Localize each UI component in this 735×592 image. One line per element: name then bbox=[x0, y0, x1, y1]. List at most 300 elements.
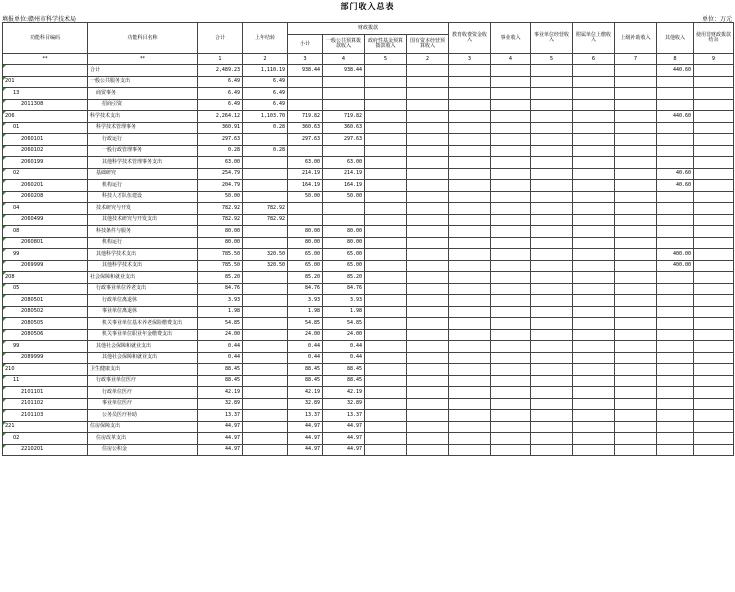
row-value bbox=[531, 145, 573, 157]
row-value bbox=[407, 76, 449, 88]
index-cell: 3 bbox=[449, 54, 491, 65]
row-value bbox=[573, 214, 615, 226]
row-value bbox=[573, 180, 615, 192]
row-value: 85.20 bbox=[323, 272, 365, 284]
page-title: 部门收入总表 bbox=[340, 2, 395, 11]
row-value bbox=[694, 433, 734, 445]
row-value: 3.93 bbox=[323, 295, 365, 307]
row-value bbox=[573, 444, 615, 456]
row-value bbox=[657, 433, 694, 445]
row-value: 42.19 bbox=[198, 387, 243, 399]
row-value bbox=[615, 191, 657, 203]
index-row bbox=[3, 54, 734, 65]
table-row bbox=[3, 88, 734, 100]
row-value bbox=[491, 295, 531, 307]
row-name: 行政单位医疗 bbox=[88, 387, 198, 399]
row-name: 行政事业单位养老支出 bbox=[88, 283, 198, 295]
header-fiscal-general: 一般公共预算拨款收入 bbox=[323, 35, 365, 54]
row-value bbox=[657, 387, 694, 399]
row-value: 88.45 bbox=[323, 375, 365, 387]
row-value bbox=[449, 134, 491, 146]
header-subsidy: 附属单位上缴收入 bbox=[573, 23, 615, 54]
table-row bbox=[3, 352, 734, 364]
row-value bbox=[365, 260, 407, 272]
row-value: 80.00 bbox=[288, 237, 323, 249]
row-value: 88.45 bbox=[288, 375, 323, 387]
header-name: 功能科目名称 bbox=[88, 23, 198, 54]
row-value bbox=[449, 364, 491, 376]
row-value bbox=[365, 249, 407, 261]
row-value bbox=[657, 364, 694, 376]
row-value bbox=[694, 88, 734, 100]
row-value bbox=[365, 341, 407, 353]
row-value bbox=[407, 352, 449, 364]
row-value bbox=[573, 398, 615, 410]
row-value bbox=[243, 410, 288, 422]
table-row bbox=[3, 203, 734, 215]
row-value bbox=[365, 191, 407, 203]
row-value bbox=[694, 341, 734, 353]
row-value bbox=[615, 433, 657, 445]
row-code: 206 bbox=[3, 111, 88, 123]
row-value: 782.92 bbox=[243, 203, 288, 215]
row-value bbox=[531, 134, 573, 146]
row-value bbox=[407, 433, 449, 445]
row-value bbox=[288, 203, 323, 215]
row-value bbox=[531, 180, 573, 192]
row-value bbox=[531, 76, 573, 88]
row-value bbox=[449, 306, 491, 318]
row-code: 201 bbox=[3, 76, 88, 88]
row-value bbox=[243, 318, 288, 330]
row-name: 基础研究 bbox=[88, 168, 198, 180]
row-value bbox=[573, 122, 615, 134]
row-value bbox=[573, 88, 615, 100]
row-value bbox=[407, 111, 449, 123]
row-value: 214.19 bbox=[323, 168, 365, 180]
row-value bbox=[243, 191, 288, 203]
row-value bbox=[449, 410, 491, 422]
table-row bbox=[3, 341, 734, 353]
table-row bbox=[3, 191, 734, 203]
row-value bbox=[407, 421, 449, 433]
row-value bbox=[407, 99, 449, 111]
row-value bbox=[694, 214, 734, 226]
row-value: 2,489.23 bbox=[198, 65, 243, 77]
row-value bbox=[243, 295, 288, 307]
row-value bbox=[491, 444, 531, 456]
row-value bbox=[407, 122, 449, 134]
row-value bbox=[407, 157, 449, 169]
row-value bbox=[365, 145, 407, 157]
row-value bbox=[573, 375, 615, 387]
row-value: 440.60 bbox=[657, 111, 694, 123]
row-value bbox=[449, 249, 491, 261]
row-code: 2080506 bbox=[3, 329, 88, 341]
row-value bbox=[449, 237, 491, 249]
row-code: 2101102 bbox=[3, 398, 88, 410]
row-value bbox=[573, 387, 615, 399]
table-row bbox=[3, 111, 734, 123]
row-value bbox=[657, 122, 694, 134]
row-value bbox=[449, 122, 491, 134]
row-value bbox=[657, 283, 694, 295]
row-value: 44.97 bbox=[198, 444, 243, 456]
row-value bbox=[531, 111, 573, 123]
row-value bbox=[573, 260, 615, 272]
row-value bbox=[573, 249, 615, 261]
row-value bbox=[365, 214, 407, 226]
row-value bbox=[531, 191, 573, 203]
row-value bbox=[491, 122, 531, 134]
row-value bbox=[531, 157, 573, 169]
row-code: 04 bbox=[3, 203, 88, 215]
row-value bbox=[615, 444, 657, 456]
row-value bbox=[491, 203, 531, 215]
row-value bbox=[491, 88, 531, 100]
row-value bbox=[449, 433, 491, 445]
row-name: 机构运行 bbox=[88, 237, 198, 249]
row-value: 320.50 bbox=[243, 260, 288, 272]
row-value bbox=[243, 421, 288, 433]
table-row bbox=[3, 387, 734, 399]
row-value bbox=[491, 341, 531, 353]
row-value bbox=[615, 99, 657, 111]
row-value: 6.49 bbox=[243, 76, 288, 88]
row-value bbox=[491, 364, 531, 376]
table-row bbox=[3, 421, 734, 433]
row-value bbox=[657, 306, 694, 318]
row-name: 行政运行 bbox=[88, 134, 198, 146]
row-value bbox=[615, 421, 657, 433]
row-value bbox=[694, 318, 734, 330]
row-value bbox=[615, 318, 657, 330]
row-value bbox=[365, 76, 407, 88]
row-value bbox=[323, 203, 365, 215]
row-value bbox=[407, 191, 449, 203]
row-value bbox=[657, 272, 694, 284]
index-cell: 6 bbox=[573, 54, 615, 65]
row-value: 0.44 bbox=[198, 352, 243, 364]
row-value: 782.92 bbox=[198, 203, 243, 215]
row-value bbox=[573, 237, 615, 249]
row-value: 938.44 bbox=[323, 65, 365, 77]
row-value bbox=[694, 134, 734, 146]
row-value: 6.49 bbox=[198, 88, 243, 100]
row-value bbox=[491, 226, 531, 238]
row-name: 其他技术研究与开发支出 bbox=[88, 214, 198, 226]
row-value bbox=[449, 260, 491, 272]
header-fiscal-group: 财政拨款 bbox=[288, 23, 449, 35]
row-value bbox=[288, 76, 323, 88]
row-value: 63.00 bbox=[288, 157, 323, 169]
row-value bbox=[407, 387, 449, 399]
row-value: 80.00 bbox=[198, 237, 243, 249]
row-value bbox=[365, 237, 407, 249]
row-value bbox=[615, 180, 657, 192]
row-value bbox=[531, 283, 573, 295]
row-value bbox=[615, 329, 657, 341]
row-value bbox=[243, 157, 288, 169]
index-cell: ** bbox=[3, 54, 88, 65]
row-value bbox=[531, 364, 573, 376]
income-table bbox=[2, 22, 734, 456]
row-value bbox=[365, 226, 407, 238]
row-value bbox=[694, 76, 734, 88]
row-value bbox=[407, 180, 449, 192]
row-value bbox=[531, 203, 573, 215]
row-name: 社会保障和就业支出 bbox=[88, 272, 198, 284]
row-value bbox=[694, 260, 734, 272]
row-value bbox=[491, 191, 531, 203]
row-code: 2101103 bbox=[3, 410, 88, 422]
table-row bbox=[3, 306, 734, 318]
row-value: 1.98 bbox=[323, 306, 365, 318]
row-value bbox=[657, 295, 694, 307]
row-name: 合计 bbox=[88, 65, 198, 77]
row-value: 360.63 bbox=[288, 122, 323, 134]
row-value bbox=[491, 111, 531, 123]
row-value bbox=[323, 145, 365, 157]
row-value bbox=[531, 272, 573, 284]
row-value bbox=[407, 283, 449, 295]
row-value bbox=[657, 99, 694, 111]
row-value bbox=[694, 203, 734, 215]
row-value bbox=[573, 283, 615, 295]
row-name: 一般公共服务支出 bbox=[88, 76, 198, 88]
header-nonfiscal: 使用非财政拨款结余 bbox=[694, 23, 734, 54]
row-value bbox=[531, 122, 573, 134]
row-value bbox=[531, 375, 573, 387]
row-value bbox=[694, 249, 734, 261]
row-value bbox=[243, 226, 288, 238]
row-value bbox=[573, 191, 615, 203]
row-value bbox=[407, 88, 449, 100]
row-value: 54.85 bbox=[198, 318, 243, 330]
row-value bbox=[615, 375, 657, 387]
row-code: 2060208 bbox=[3, 191, 88, 203]
row-value bbox=[407, 260, 449, 272]
row-value bbox=[365, 99, 407, 111]
row-value bbox=[449, 180, 491, 192]
table-row bbox=[3, 329, 734, 341]
row-value bbox=[491, 134, 531, 146]
row-value bbox=[694, 283, 734, 295]
row-value bbox=[531, 387, 573, 399]
row-value bbox=[449, 283, 491, 295]
row-value bbox=[449, 76, 491, 88]
row-code: 2080502 bbox=[3, 306, 88, 318]
row-value: 1,103.70 bbox=[243, 111, 288, 123]
reporting-unit: 填报单位:赣州市科学技术局 bbox=[2, 16, 77, 23]
row-value bbox=[491, 387, 531, 399]
row-value bbox=[531, 410, 573, 422]
row-value: 400.00 bbox=[657, 249, 694, 261]
row-value: 0.44 bbox=[323, 341, 365, 353]
row-value bbox=[243, 237, 288, 249]
row-value bbox=[615, 295, 657, 307]
row-value bbox=[449, 145, 491, 157]
row-value: 0.44 bbox=[323, 352, 365, 364]
row-value bbox=[531, 444, 573, 456]
row-value bbox=[491, 421, 531, 433]
row-code: 2089999 bbox=[3, 352, 88, 364]
row-value bbox=[243, 352, 288, 364]
header-fiscal-capital: 国有资本经营预算收入 bbox=[407, 35, 449, 54]
row-code: 210 bbox=[3, 364, 88, 376]
row-value: 32.89 bbox=[288, 398, 323, 410]
row-value bbox=[531, 214, 573, 226]
header-fiscal-subtotal: 小计 bbox=[288, 35, 323, 54]
row-value: 6.49 bbox=[243, 99, 288, 111]
row-value bbox=[694, 444, 734, 456]
row-value bbox=[449, 203, 491, 215]
row-value bbox=[615, 398, 657, 410]
header-business: 事业收入 bbox=[491, 23, 531, 54]
row-value bbox=[531, 237, 573, 249]
row-code: 99 bbox=[3, 249, 88, 261]
row-code: 2060199 bbox=[3, 157, 88, 169]
row-code: 2060102 bbox=[3, 145, 88, 157]
row-name: 科技人才队伍建设 bbox=[88, 191, 198, 203]
row-value bbox=[573, 306, 615, 318]
table-row bbox=[3, 134, 734, 146]
row-value: 0.44 bbox=[288, 341, 323, 353]
row-value: 65.00 bbox=[323, 249, 365, 261]
row-value bbox=[573, 134, 615, 146]
row-value: 32.89 bbox=[198, 398, 243, 410]
row-value bbox=[243, 283, 288, 295]
row-code: 05 bbox=[3, 283, 88, 295]
row-value bbox=[407, 364, 449, 376]
row-value bbox=[449, 398, 491, 410]
row-value bbox=[407, 134, 449, 146]
header-total: 合计 bbox=[198, 23, 243, 54]
table-row bbox=[3, 157, 734, 169]
row-value bbox=[573, 145, 615, 157]
row-name: 住房保障支出 bbox=[88, 421, 198, 433]
row-code: 2060101 bbox=[3, 134, 88, 146]
row-value bbox=[407, 410, 449, 422]
row-value bbox=[573, 76, 615, 88]
row-value bbox=[243, 364, 288, 376]
row-value: 40.60 bbox=[657, 180, 694, 192]
row-value bbox=[657, 421, 694, 433]
row-value bbox=[491, 410, 531, 422]
row-value: 938.44 bbox=[288, 65, 323, 77]
table-row bbox=[3, 65, 734, 77]
row-value bbox=[288, 214, 323, 226]
row-value bbox=[573, 272, 615, 284]
row-value bbox=[657, 341, 694, 353]
table-row bbox=[3, 272, 734, 284]
row-code: 2069999 bbox=[3, 260, 88, 272]
row-value bbox=[243, 168, 288, 180]
row-code: 99 bbox=[3, 341, 88, 353]
row-value bbox=[694, 421, 734, 433]
row-code: 221 bbox=[3, 421, 88, 433]
row-value: 88.45 bbox=[198, 375, 243, 387]
row-code: 208 bbox=[3, 272, 88, 284]
row-value bbox=[694, 329, 734, 341]
row-value: 80.00 bbox=[323, 237, 365, 249]
row-value bbox=[531, 99, 573, 111]
row-value: 1.98 bbox=[198, 306, 243, 318]
row-value bbox=[657, 157, 694, 169]
row-value bbox=[615, 65, 657, 77]
row-value bbox=[615, 352, 657, 364]
row-value: 400.00 bbox=[657, 260, 694, 272]
row-value bbox=[407, 145, 449, 157]
row-value bbox=[243, 306, 288, 318]
row-code: 13 bbox=[3, 88, 88, 100]
row-value bbox=[243, 134, 288, 146]
row-value bbox=[657, 329, 694, 341]
table-row bbox=[3, 283, 734, 295]
row-value bbox=[531, 226, 573, 238]
row-value bbox=[407, 341, 449, 353]
row-value bbox=[531, 295, 573, 307]
row-value bbox=[288, 88, 323, 100]
row-value: 88.45 bbox=[198, 364, 243, 376]
row-value: 42.19 bbox=[288, 387, 323, 399]
row-value: 782.92 bbox=[198, 214, 243, 226]
row-value bbox=[615, 88, 657, 100]
row-value bbox=[491, 168, 531, 180]
row-value bbox=[365, 65, 407, 77]
row-value bbox=[449, 99, 491, 111]
row-value bbox=[615, 134, 657, 146]
header-carry: 上年结转 bbox=[243, 23, 288, 54]
row-value bbox=[407, 329, 449, 341]
index-cell: 2 bbox=[407, 54, 449, 65]
row-value bbox=[694, 191, 734, 203]
row-value bbox=[615, 306, 657, 318]
row-value bbox=[491, 237, 531, 249]
index-cell: ** bbox=[88, 54, 198, 65]
index-cell: 5 bbox=[365, 54, 407, 65]
row-name: 事业单位医疗 bbox=[88, 398, 198, 410]
row-value bbox=[615, 249, 657, 261]
row-value: 6.49 bbox=[243, 88, 288, 100]
row-value bbox=[243, 387, 288, 399]
row-value bbox=[694, 226, 734, 238]
row-value: 254.79 bbox=[198, 168, 243, 180]
row-value bbox=[615, 157, 657, 169]
row-value bbox=[365, 398, 407, 410]
row-name: 科学技术管理事务 bbox=[88, 122, 198, 134]
table-row bbox=[3, 76, 734, 88]
row-value bbox=[365, 111, 407, 123]
row-value bbox=[407, 214, 449, 226]
row-value bbox=[694, 237, 734, 249]
row-value bbox=[573, 99, 615, 111]
row-name: 机关事业单位职业年金缴费支出 bbox=[88, 329, 198, 341]
row-value: 85.20 bbox=[198, 272, 243, 284]
row-value: 44.97 bbox=[288, 444, 323, 456]
row-name: 其他科学技术支出 bbox=[88, 249, 198, 261]
row-value bbox=[657, 237, 694, 249]
row-value bbox=[531, 65, 573, 77]
table-row bbox=[3, 260, 734, 272]
row-value bbox=[449, 295, 491, 307]
row-value bbox=[531, 88, 573, 100]
row-value bbox=[407, 203, 449, 215]
row-value bbox=[243, 272, 288, 284]
row-value bbox=[573, 410, 615, 422]
row-value bbox=[531, 249, 573, 261]
row-name: 其他科学技术支出 bbox=[88, 260, 198, 272]
